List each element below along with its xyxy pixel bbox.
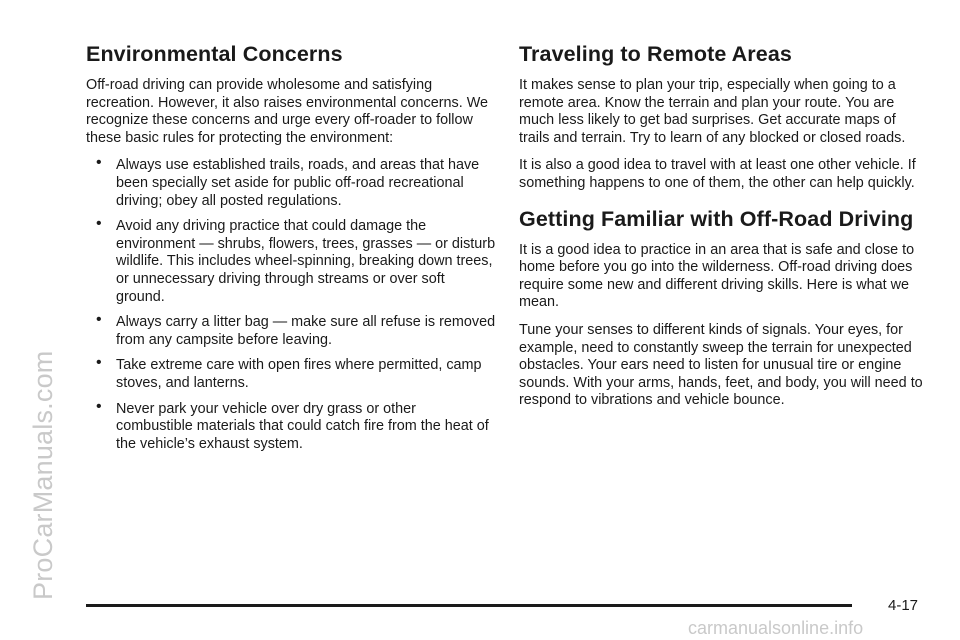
bullet-icon: • <box>96 354 102 372</box>
watermark-carmanualsonline: carmanualsonline.info <box>688 618 864 638</box>
list-item <box>86 397 496 454</box>
bullet-icon: • <box>96 215 102 233</box>
paragraph: It is a good idea to practice in an area that is safe and close to home before you go into the wilderness. Off-road driving does require some new and different driving skills. Here is what we mean. <box>519 241 915 311</box>
intro-paragraph: Off-road driving can provide wholesome and satisfying recreation. However, it also raises environmental concerns. We recognize these concerns and urge every off-roader to follow these basic rules for protecting the environment: <box>86 77 489 146</box>
page-number: 4-17 <box>888 597 919 614</box>
rules-list <box>86 154 496 453</box>
left-column <box>86 42 496 461</box>
list-item <box>86 311 496 349</box>
heading-getting-familiar-off-road: Getting Familiar with Off-Road Driving <box>519 206 914 231</box>
list-item <box>86 154 496 210</box>
list-item-text: Take extreme care with open fires where permitted, camp stoves, and lanterns. <box>116 357 482 391</box>
bullet-icon: • <box>96 397 102 415</box>
heading-traveling-remote-areas: Traveling to Remote Areas <box>519 42 792 66</box>
paragraph: It is also a good idea to travel with at least one other vehicle. If something happens to one of them, the other can help quickly. <box>519 157 916 191</box>
right-column <box>519 42 929 420</box>
list-item <box>86 354 496 392</box>
footer-rule <box>86 604 852 607</box>
list-item-text: Avoid any driving practice that could damage the environment — shrubs, flowers, trees, grasses — or disturb wildlife. This includes wheel-spinning, breaking down trees, or unnecessary driving through streams or over soft ground. <box>116 218 496 305</box>
list-item-text: Always use established trails, roads, and areas that have been specially set aside for public off-road recreational driving; obey all posted regulations. <box>116 157 480 209</box>
watermark-procarmanuals: ProCarManuals.com <box>28 350 58 600</box>
paragraph: It makes sense to plan your trip, especially when going to a remote area. Know the terrain and plan your route. You are much less likely to get bad surprises. Get accurate maps of trails and terrain. Try to learn of any blocked or closed roads. <box>519 77 906 146</box>
list-item-text: Never park your vehicle over dry grass or other combustible materials that could catch fire from the heat of the vehicle’s exhaust system. <box>116 400 489 452</box>
paragraph: Tune your senses to different kinds of signals. Your eyes, for example, need to constantly sweep the terrain for unexpected obstacles. Your ears need to listen for unusual tire or engine sounds. With your arms, hands, feet, and body, you will need to respond to vibrations and vehicle bounce. <box>519 321 923 409</box>
bullet-icon: • <box>96 311 102 329</box>
list-item-text: Always carry a litter bag — make sure all refuse is removed from any campsite before leaving. <box>116 314 496 348</box>
bullet-icon: • <box>96 154 102 172</box>
heading-environmental-concerns: Environmental Concerns <box>86 42 343 66</box>
list-item <box>86 215 496 306</box>
